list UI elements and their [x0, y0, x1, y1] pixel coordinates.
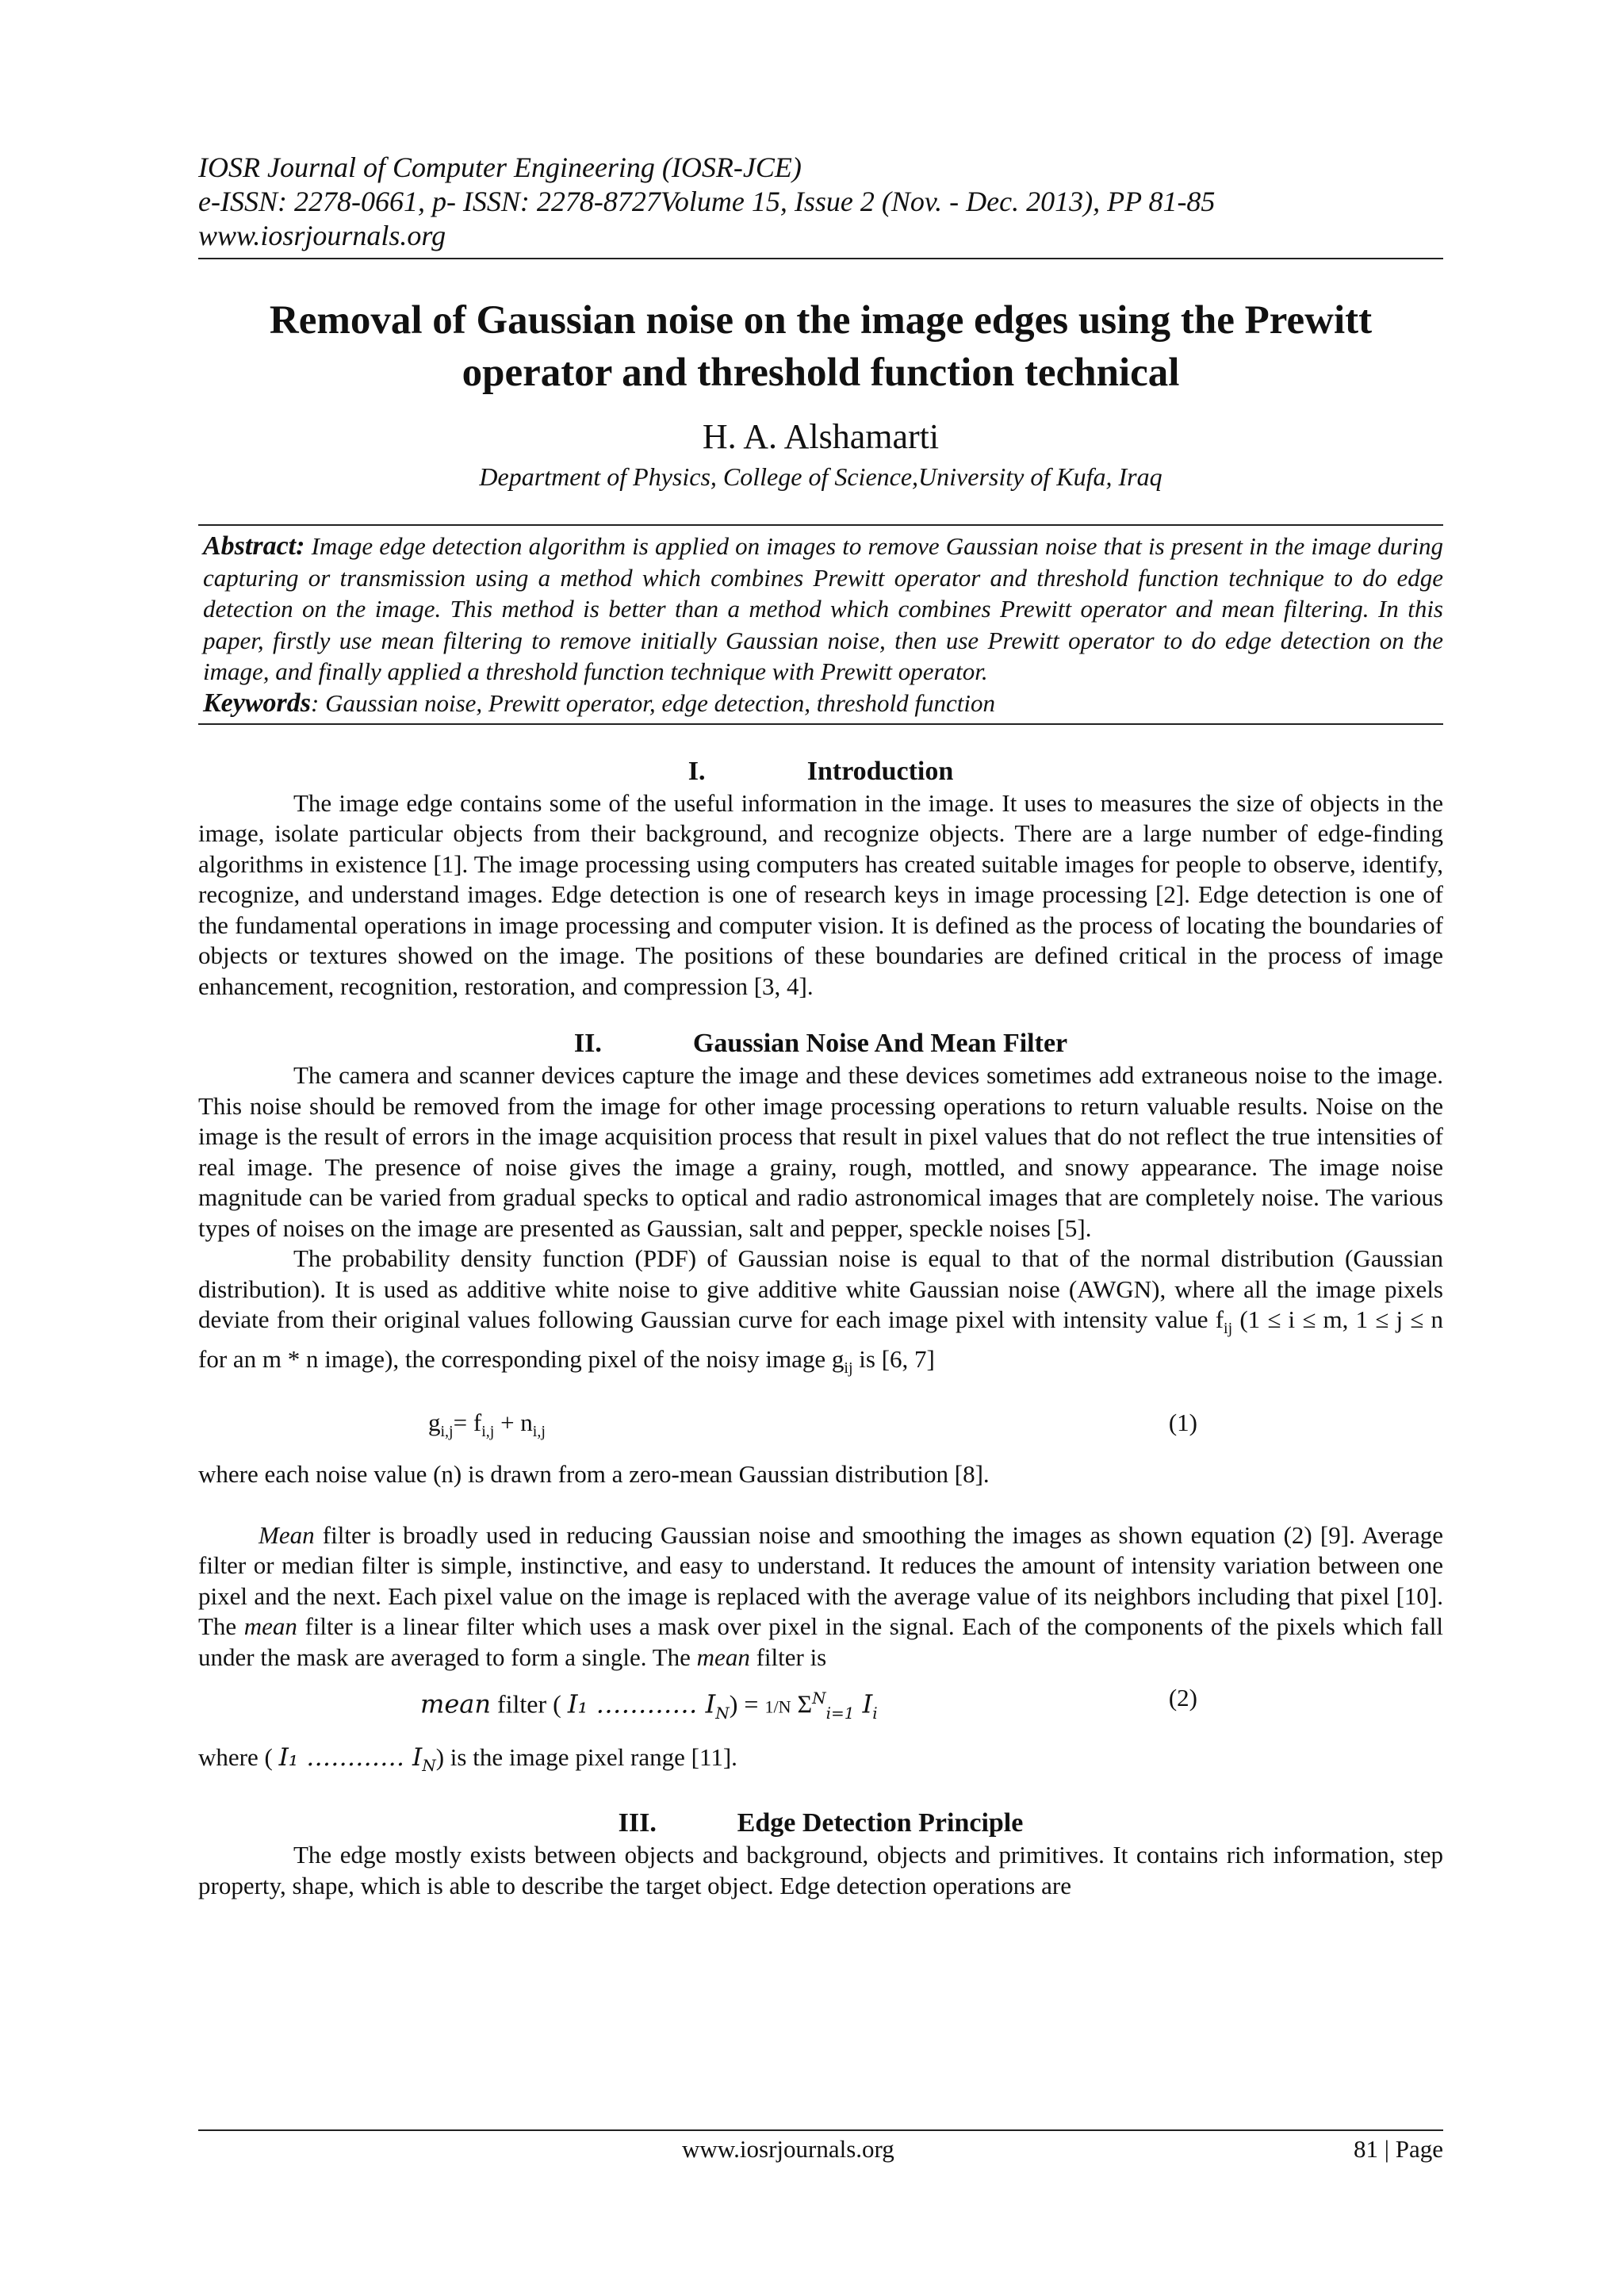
section-heading-gaussian: [198, 1027, 1443, 1060]
title-line-1: Removal of Gaussian noise on the image edges using the Prewitt: [269, 298, 1373, 343]
abstract: [198, 531, 1443, 719]
equation-1-number: (1): [1168, 1409, 1197, 1437]
gaussian-paragraph-1: The camera and scanner devices capture the image and these devices sometimes add extraneous noise to the image. This noise should be removed from the image for other image processing operations to return valuable results. Noise on the image is the result of errors in the image acquisition process that result in pixel values that do not reflect the true intensities of real image. The presence of noise gives the image a grainy, rough, mottled, and snowy appearance. The image noise magnitude can be varied from gradual specks to optical and radio astronomical images that are completely noise. The various types of noises on the image are presented as Gaussian, salt and pepper, speckle noises [5].: [198, 1061, 1443, 1242]
section-title: Edge Detection Principle: [737, 1808, 1024, 1838]
section-number: III.: [618, 1808, 657, 1838]
journal-website: www.iosrjournals.org: [198, 220, 446, 251]
keywords-label: Keywords: [203, 688, 311, 718]
section-heading-edge-detection: [198, 1807, 1443, 1840]
abstract-label: Abstract:: [203, 531, 305, 561]
abstract-bottom-divider: [198, 723, 1443, 725]
section-title: Introduction: [806, 756, 954, 786]
equation-2-number: (2): [1168, 1684, 1197, 1712]
equation-1-expression: $g_{i,j}= f_{i,j} + n_{i,j}$: [428, 1409, 546, 1441]
equation-1: [198, 1405, 1443, 1440]
paper-title: [198, 294, 1443, 399]
journal-header: [198, 151, 1443, 253]
author-affiliation: Department of Physics, College of Science,University of Kufa, Iraq: [479, 462, 1162, 491]
intro-paragraph: The image edge contains some of the useful information in the image. It uses to measures the size of objects in the image, isolate particular objects from their background, and recognize objects. There are a large number of edge-finding algorithms in existence [1]. The image processing using computers has created suitable images for people to observe, identify, recognize, and understand images. Edge detection is one of research keys in image processing [2]. Edge detection is one of the fundamental operations in image processing and computer vision. It is defined as the process of locating the boundaries of objects or textures showed on the image. The positions of these boundaries are defined critical in the process of image enhancement, recognition, restoration, and compression [3, 4].: [198, 788, 1443, 1000]
author-name: H. A. Alshamarti: [702, 417, 940, 456]
gaussian-paragraph-3: where each noise value (n) is drawn from a zero-mean Gaussian distribution [8].: [198, 1460, 990, 1489]
mean-filter-paragraph: Mean filter is broadly used in reducing Gaussian noise and smoothing the images as shown equation (2) [9]. Average filter or median filter is simple, instinctive, and easy to understand. It reduces the amount of intensity variation between one pixel and the next. Each pixel value on the image is replaced with the average value of its neighbors including that pixel [10]. The mean filter is a linear filter which uses a mask over pixel in the signal. Each of the components of the pixels which fall under the mask are averaged to form a single. The mean filter is: [198, 1520, 1443, 1671]
equation-2: [198, 1676, 1443, 1723]
section-number: I.: [688, 756, 706, 786]
section-title: Gaussian Noise And Mean Filter: [692, 1029, 1068, 1058]
paper-page: [198, 151, 1443, 1901]
title-line-2: operator and threshold function technical: [462, 351, 1180, 395]
journal-issn: e-ISSN: 2278-0661, p- ISSN: 2278-8727Volume 15, Issue 2 (Nov. - Dec. 2013), PP 81-85: [198, 186, 1216, 217]
edge-paragraph: The edge mostly exists between objects and background, objects and primitives. It contains rich information, step property, shape, which is able to describe the target object. Edge detection operations are: [198, 1841, 1443, 1899]
footer-website: www.iosrjournals.org: [682, 2135, 894, 2163]
mean-filter-range-paragraph: where ( I₁ ………… $I_N$) is the image pixel range [11].: [198, 1743, 737, 1776]
section-number: II.: [573, 1029, 602, 1058]
page-number: 81 | Page: [1354, 2135, 1443, 2163]
abstract-text: Image edge detection algorithm is applied on images to remove Gaussian noise that is present in the image during capturing or transmission using a method which combines Prewitt operator and threshold function technique to do edge detection on the image. This method is better than a method which combines Prewitt operator and mean filtering. In this paper, firstly use mean filtering to remove initially Gaussian noise, then use Prewitt operator to do edge detection on the image, and finally applied a threshold function technique with Prewitt operator.: [203, 532, 1443, 685]
equation-2-expression: mean filter ( I₁ ………… $I_N) = 1/N$ $\Sigma^N_{i=1}$ $I_i$: [420, 1688, 878, 1723]
gaussian-paragraph-2: The probability density function (PDF) of Gaussian noise is equal to that of the normal distribution (Gaussian distribution). It is used as additive white noise to give additive white Gaussian noise (AWGN), where all the image pixels deviate from their original values following Gaussian curve for each image pixel with intensity value $f_{ij}$ (1 ≤ i ≤ m, 1 ≤ j ≤ n for an m * n image), the corresponding pixel of the noisy image $g_{ij}$ is [6, 7]: [198, 1244, 1443, 1377]
journal-name: IOSR Journal of Computer Engineering (IOSR-JCE): [198, 151, 802, 183]
section-heading-introduction: [198, 755, 1443, 788]
keywords: [203, 688, 1443, 719]
abstract-top-divider: [198, 524, 1443, 526]
header-divider: [198, 258, 1443, 259]
footer-divider: [198, 2129, 1443, 2131]
keywords-text: : Gaussian noise, Prewitt operator, edge detection, threshold function: [311, 688, 996, 717]
